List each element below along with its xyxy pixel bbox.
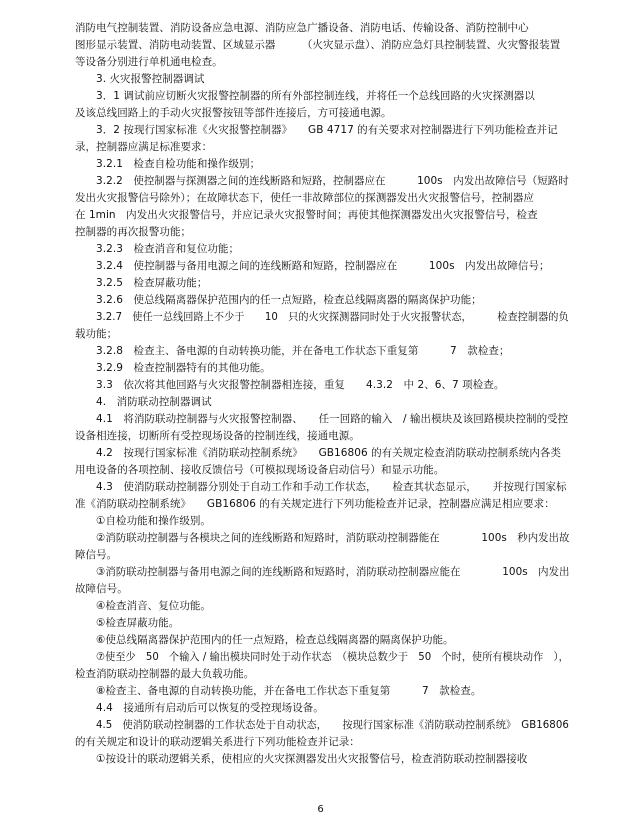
text-line: 3.2.1 检查自检功能和操作级别； <box>96 158 261 170</box>
text-line: 3.2.2 使控制器与探测器之间的连线断路和短路，控制器应在 100s 内发出故障信号（短路时 <box>96 175 569 187</box>
text-line: 录，控制器应满足标准要求： <box>75 141 213 153</box>
text-line: 4.1 将消防联动控制器与火灾报警控制器、 任一回路的输入 / 输出模块及该回路模块控制的受控 <box>96 413 569 425</box>
text-line: ①按设计的联动逻辑关系，使相应的火灾探测器发出火灾报警信号，检查消防联动控制器接收 <box>96 753 528 765</box>
text-line: ⑦使至少 50 个输入 / 输出模块同时处于动作状态 （模块总数少于 50 个时，使所有模块动作 ）， <box>96 651 569 663</box>
text-line: ①自检功能和操作级别。 <box>96 515 211 527</box>
text-line: ④检查消音、复位功能。 <box>96 600 211 612</box>
text-line: 等设备分别进行单机通电检查。 <box>75 56 223 68</box>
text-line: 4.2 按现行国家标准《消防联动控制系统》 GB16806 的有关规定检查消防联动控制系统内各类 <box>96 447 561 459</box>
text-line: 及该总线回路上的手动火灾报警按钮等部件连接后，方可接通电源。 <box>75 107 392 119</box>
text-line: 载功能； <box>75 328 118 340</box>
text-line: 3.3 依次将其他回路与火灾报警控制器相连接，重复 4.3.2 中 2、6、7 项检查。 <box>96 379 505 391</box>
text-line: 的有关规定和设计的联动逻辑关系进行下列功能检查并记录： <box>75 736 360 748</box>
text-line: 发出火灾报警信号除外）；在故障状态下，使任一非故障部位的探测器发出火灾报警信号，控制器应 <box>75 192 534 204</box>
section-heading: 4. 消防联动控制器调试 <box>96 396 212 408</box>
text-line: 4.3 使消防联动控制器分别处于自动工作和手动工作状态， 检查其状态显示， 并按现行国家标 <box>96 481 567 493</box>
text-line: 3.2.8 检查主、备电源的自动转换功能，并在备电工作状态下重复第 7 款检查； <box>96 345 510 357</box>
text-line: 3．1 调试前应切断火灾报警控制器的所有外部控制连线，并将任一个总线回路的火灾探测器以 <box>96 90 535 102</box>
text-line: ②消防联动控制器与各模块之间的连线断路和短路时，消防联动控制器能在 100s 秒内发出故 <box>96 532 570 544</box>
text-line: 3．2 按现行国家标准《火灾报警控制器》 GB 4717 的有关要求对控制器进行下列功能检查并记 <box>96 124 558 136</box>
text-line: ③消防联动控制器与备用电源之间的连线断路和短路时，消防联动控制器应能在 100s 内发出 <box>96 566 570 578</box>
text-line: 3.2.5 检查屏蔽功能； <box>96 277 208 289</box>
text-line: 3.2.6 使总线隔离器保护范围内的任一点短路，检查总线隔离器的隔离保护功能； <box>96 294 482 306</box>
text-line: 用电设备的各项控制、接收反馈信号（可模拟现场设备启动信号）和显示功能。 <box>75 464 445 476</box>
section-heading: 3. 火灾报警控制器调试 <box>96 73 205 85</box>
text-line: 障信号。 <box>75 549 118 561</box>
text-line: 在 1min 内发出火灾报警信号，并应记录火灾报警时间；再使其他探测器发出火灾报警信号，检查 <box>75 209 538 221</box>
text-line: 控制器的再次报警功能； <box>75 226 192 238</box>
text-line: 4.4 接通所有启动后可以恢复的受控现场设备。 <box>96 702 324 714</box>
text-line: 3.2.4 使控制器与备用电源之间的连线断路和短路，控制器应在 100s 内发出故障信号； <box>96 260 550 272</box>
text-line: 消防电气控制装置、消防设备应急电源、消防应急广播设备、消防电话、传输设备、消防控制中心 <box>75 22 529 34</box>
text-line: 4.5 使消防联动控制器的工作状态处于自动状态， 按现行国家标准《消防联动控制系统》 GB16806 <box>96 719 569 731</box>
text-line: 故障信号。 <box>75 583 128 595</box>
text-line: ⑤检查屏蔽功能。 <box>96 617 180 629</box>
text-line: ⑥使总线隔离器保护范围内的任一点短路，检查总线隔离器的隔离保护功能。 <box>96 634 454 646</box>
text-line: 图形显示装置、消防电动装置、区域显示器 （火灾显示盘）、消防应急灯具控制装置、火灾警报装置 <box>75 39 561 51</box>
text-line: 3.2.3 检查消音和复位功能； <box>96 243 240 255</box>
page-number: 6 <box>317 804 324 815</box>
text-line: ⑧检查主、备电源的自动转换功能，并在备电工作状态下重复第 7 款检查。 <box>96 685 482 697</box>
text-line: 3.2.7 使任一总线回路上不少于 10 只的火灾探测器同时处于火灾报警状态， 检查控制器的负 <box>96 311 569 323</box>
text-line: 3.2.9 检查控制器特有的其他功能。 <box>96 362 271 374</box>
text-line: 设备相连接，切断所有受控现场设备的控制连线，接通电源。 <box>75 430 360 442</box>
text-line: 准《消防联动控制系统》 GB16806 的有关规定进行下列功能检查并记录，控制器应满足相应要求： <box>75 498 555 510</box>
text-line: 检查消防联动控制器的最大负载功能。 <box>75 668 255 680</box>
